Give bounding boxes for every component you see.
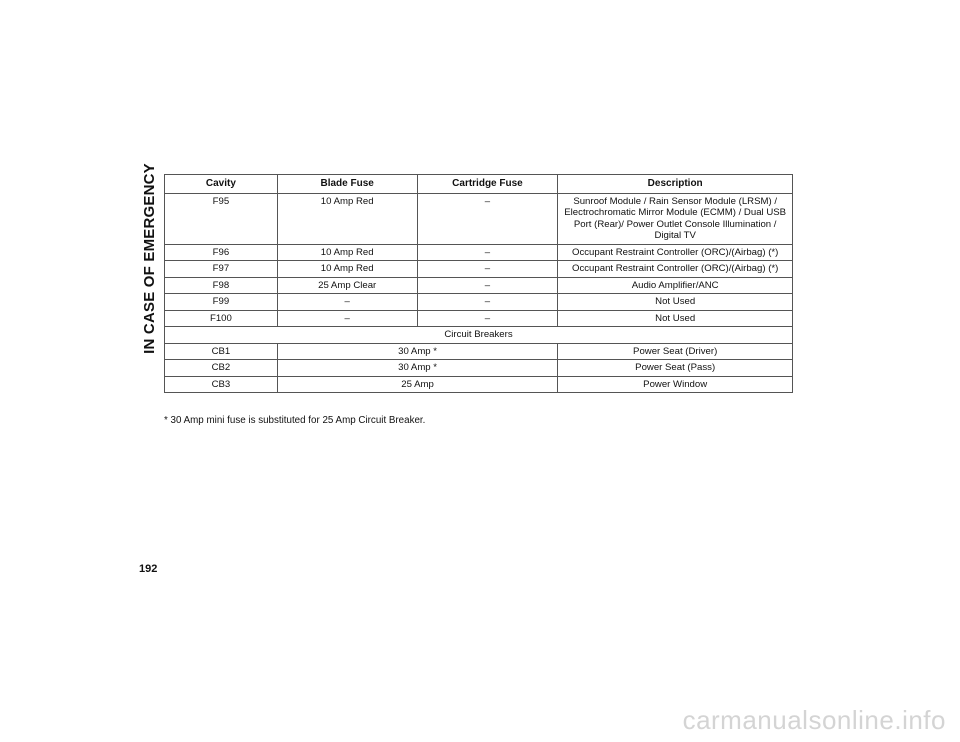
cell-description: Sunroof Module / Rain Sensor Module (LRSM) / Electrochromatic Mirror Module (ECMM) / Dual USB Port (Rear)/ Power Outlet Console Illumination / Digital TV xyxy=(558,193,793,244)
cell-cartridge-fuse: – xyxy=(417,244,558,261)
table-row xyxy=(165,261,793,278)
cell-cavity: CB1 xyxy=(165,343,278,360)
section-side-title xyxy=(138,162,160,354)
cell-cartridge-fuse: – xyxy=(417,294,558,311)
cell-description: Not Used xyxy=(558,310,793,327)
cell-description: Occupant Restraint Controller (ORC)/(Airbag) (*) xyxy=(558,244,793,261)
circuit-breakers-label: Circuit Breakers xyxy=(165,327,793,344)
header-description: Description xyxy=(558,175,793,194)
table-row xyxy=(165,294,793,311)
cell-cavity: F97 xyxy=(165,261,278,278)
table-row xyxy=(165,360,793,377)
cell-description: Audio Amplifier/ANC xyxy=(558,277,793,294)
table-row xyxy=(165,343,793,360)
cell-description: Occupant Restraint Controller (ORC)/(Airbag) (*) xyxy=(558,261,793,278)
cell-cavity: CB2 xyxy=(165,360,278,377)
header-cartridge-fuse: Cartridge Fuse xyxy=(417,175,558,194)
cell-description: Not Used xyxy=(558,294,793,311)
cell-cartridge-fuse: – xyxy=(417,277,558,294)
cell-cartridge-fuse: – xyxy=(417,310,558,327)
table-row xyxy=(165,376,793,393)
cell-blade-fuse: 10 Amp Red xyxy=(277,244,417,261)
header-blade-fuse: Blade Fuse xyxy=(277,175,417,194)
cell-breaker-rating: 30 Amp * xyxy=(277,343,558,360)
cell-cartridge-fuse: – xyxy=(417,261,558,278)
cell-blade-fuse: – xyxy=(277,310,417,327)
circuit-breakers-section-row xyxy=(165,327,793,344)
table-row xyxy=(165,310,793,327)
page-number: 192 xyxy=(139,563,158,575)
cell-cavity: F98 xyxy=(165,277,278,294)
header-cavity: Cavity xyxy=(165,175,278,194)
cell-blade-fuse: – xyxy=(277,294,417,311)
section-title-text: IN CASE OF EMERGENCY xyxy=(140,162,158,354)
cell-breaker-rating: 30 Amp * xyxy=(277,360,558,377)
table-row xyxy=(165,277,793,294)
fuse-table xyxy=(164,174,793,393)
cell-blade-fuse: 10 Amp Red xyxy=(277,261,417,278)
cell-cartridge-fuse: – xyxy=(417,193,558,244)
cell-description: Power Window xyxy=(558,376,793,393)
cell-blade-fuse: 10 Amp Red xyxy=(277,193,417,244)
table-header-row xyxy=(165,175,793,194)
table-row xyxy=(165,193,793,244)
cell-description: Power Seat (Driver) xyxy=(558,343,793,360)
cell-blade-fuse: 25 Amp Clear xyxy=(277,277,417,294)
cell-cavity: F100 xyxy=(165,310,278,327)
cell-description: Power Seat (Pass) xyxy=(558,360,793,377)
cell-breaker-rating: 25 Amp xyxy=(277,376,558,393)
watermark-text: carmanualsonline.info xyxy=(682,705,946,735)
cell-cavity: F95 xyxy=(165,193,278,244)
cell-cavity: CB3 xyxy=(165,376,278,393)
table-row xyxy=(165,244,793,261)
table-footnote: * 30 Amp mini fuse is substituted for 25 Amp Circuit Breaker. xyxy=(164,415,426,426)
cell-cavity: F96 xyxy=(165,244,278,261)
cell-cavity: F99 xyxy=(165,294,278,311)
